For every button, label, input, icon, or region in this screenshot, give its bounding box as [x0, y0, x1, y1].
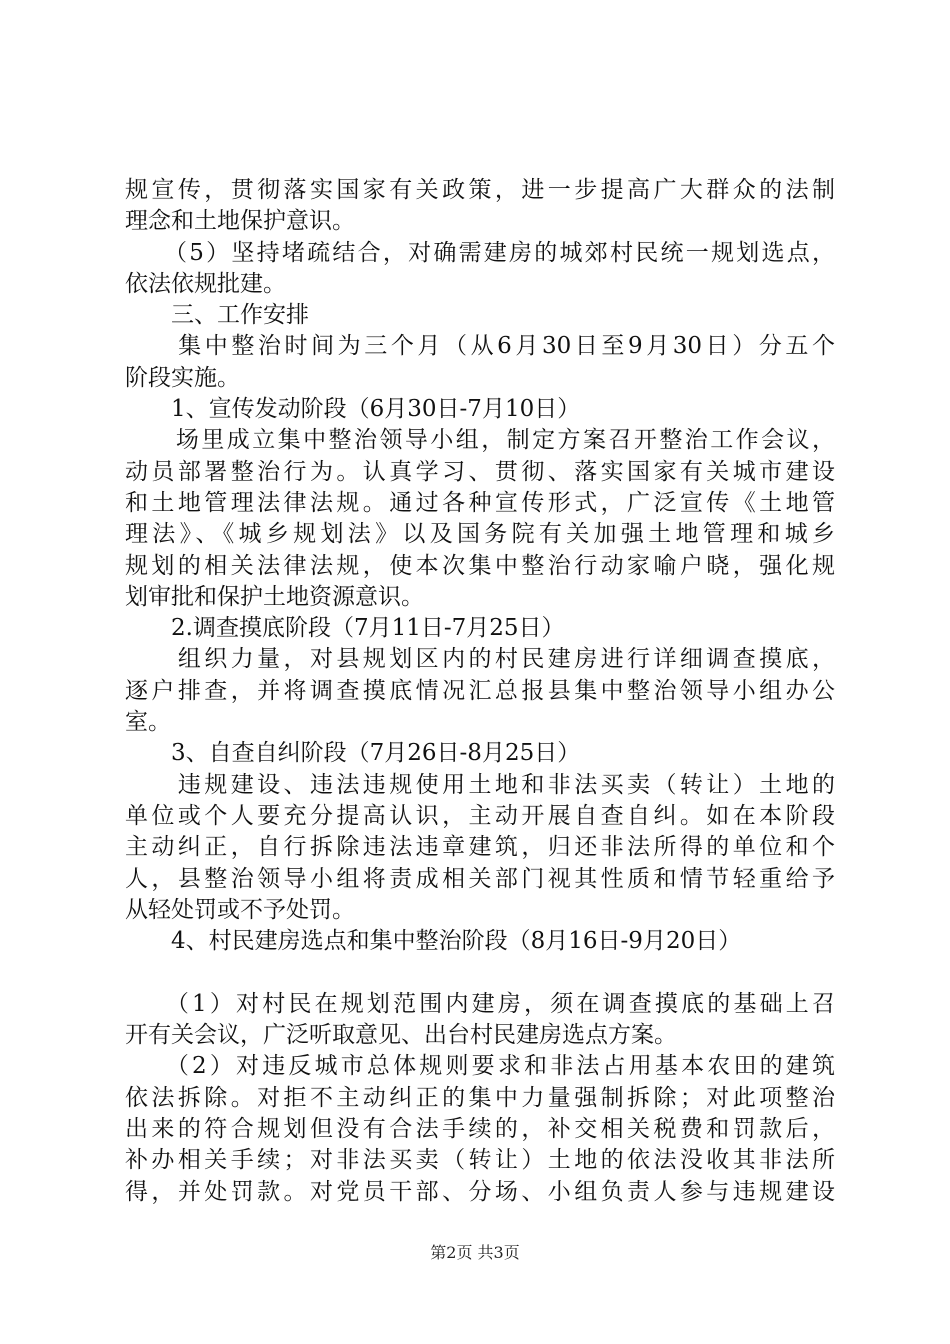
text-line: 出来的符合规划但没有合法手续的，补交相关税费和罚款后，	[125, 1115, 835, 1142]
page-footer: 第2页 共3页	[430, 1243, 520, 1262]
body-text	[125, 175, 835, 1208]
text-line: 室。	[125, 709, 171, 736]
text-line: 1、宣传发动阶段（6月30日-7月10日）	[125, 396, 581, 423]
text-line: （5）坚持堵疏结合，对确需建房的城郊村民统一规划选点，	[125, 239, 835, 266]
text-line: 场里成立集中整治领导小组，制定方案召开整治工作会议，	[125, 427, 835, 454]
text-line: 补办相关手续；对非法买卖（转让）土地的依法没收其非法所	[125, 1147, 835, 1174]
text-line: 得，并处罚款。对党员干部、分场、小组负责人参与违规建设	[125, 1178, 835, 1205]
text-line: 和土地管理法律法规。通过各种宣传形式，广泛宣传《土地管	[125, 489, 835, 516]
text-line: 人，县整治领导小组将责成相关部门视其性质和情节轻重给予	[125, 865, 835, 892]
text-line: 开有关会议，广泛听取意见、出台村民建房选点方案。	[125, 1022, 677, 1049]
text-line: 三、工作安排	[125, 302, 309, 329]
text-line: 依法拆除。对拒不主动纠正的集中力量强制拆除；对此项整治	[125, 1084, 835, 1111]
text-line: （2）对违反城市总体规则要求和非法占用基本农田的建筑	[125, 1053, 835, 1080]
text-line: 从轻处罚或不予处罚。	[125, 896, 355, 923]
text-line: 阶段实施。	[125, 364, 240, 391]
text-line: 理法》、《城乡规划法》以及国务院有关加强土地管理和城乡	[125, 521, 835, 548]
text-line: 主动纠正，自行拆除违法违章建筑，归还非法所得的单位和个	[125, 834, 835, 861]
text-line: 2.调查摸底阶段（7月11日-7月25日）	[125, 615, 565, 642]
text-line: 4、村民建房选点和集中整治阶段（8月16日-9月20日）	[125, 928, 742, 955]
text-line: 逐户排查，并将调查摸底情况汇总报县集中整治领导小组办公	[125, 677, 835, 704]
text-line: 单位或个人要充分提高认识，主动开展自查自纠。如在本阶段	[125, 802, 835, 829]
text-line: 划审批和保护土地资源意识。	[125, 583, 424, 610]
text-line: 违规建设、违法违规使用土地和非法买卖（转让）土地的	[125, 771, 835, 798]
text-line: 组织力量，对县规划区内的村民建房进行详细调查摸底，	[125, 646, 835, 673]
blank-line	[125, 957, 835, 988]
text-line: 3、自查自纠阶段（7月26日-8月25日）	[125, 740, 581, 767]
text-line: 规划的相关法律法规，使本次集中整治行动家喻户晓，强化规	[125, 552, 835, 579]
text-line: 规宣传，贯彻落实国家有关政策，进一步提高广大群众的法制	[125, 177, 835, 203]
text-line: 集中整治时间为三个月（从6月30日至9月30日）分五个	[125, 333, 835, 360]
text-line: 动员部署整治行为。认真学习、贯彻、落实国家有关城市建设	[125, 458, 835, 485]
text-line: 理念和土地保护意识。	[125, 208, 355, 235]
text-line: 依法依规批建。	[125, 270, 286, 297]
text-line: （1）对村民在规划范围内建房，须在调查摸底的基础上召	[125, 990, 835, 1017]
